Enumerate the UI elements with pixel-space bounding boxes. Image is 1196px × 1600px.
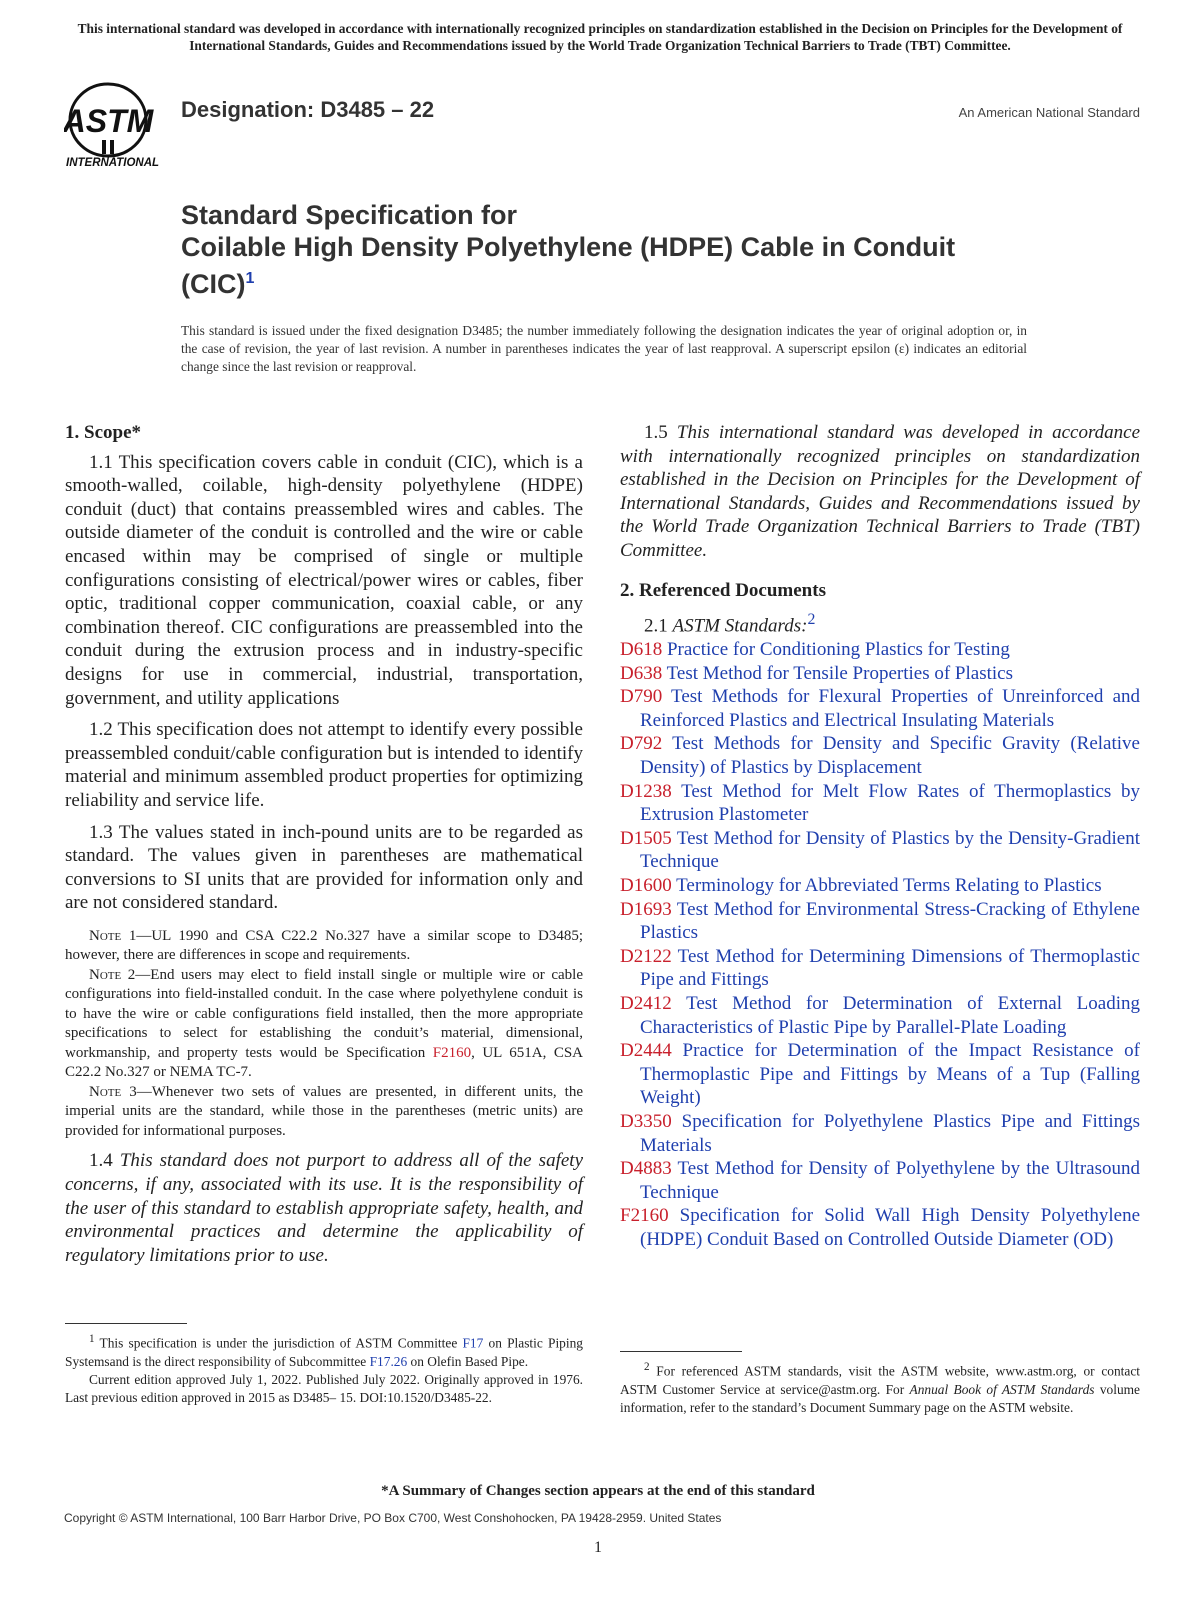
reference-title-link[interactable]: Test Method for Density of Plastics by the Density-Gradient Technique [640,827,1140,873]
reference-code-link[interactable]: D1600 [620,875,672,897]
reference-title-link[interactable]: Test Method for Determining Dimensions of Thermoplastic Pipe and Fittings [640,945,1140,991]
f17-link[interactable]: F17 [462,1335,484,1351]
note-1: Note 1—UL 1990 and CSA C22.2 No.327 have a similar scope to D3485; however, there are differences in scope and requirements. [65,927,583,964]
reference-code-link[interactable]: D618 [620,639,663,661]
reference-code-link[interactable]: F2160 [620,1205,669,1227]
reference-code-link[interactable]: D790 [620,686,663,708]
reference-code-link[interactable]: D792 [620,733,663,755]
reference-code-link[interactable]: D1238 [620,780,672,802]
note-2: Note 2—End users may elect to field install single or multiple wire or cable configurations into field-installed conduit. In the case where polyethylene conduit is to have the wire or cable configurations field installed, then the more appropriate specifications to select for establishing the conduit’s material, dimensional, workmanship, and property tests would be Specification F2160, UL 651A, CSA C22.2 No.327 or NEMA TC-7. [65,966,583,1081]
reference-title-link[interactable]: Test Method for Density of Polyethylene by the Ultrasound Technique [640,1158,1140,1203]
reference-title-link[interactable]: Test Method for Determination of External Loading Characteristics of Plastic Pipe by Parallel-Plate Loading [640,992,1140,1038]
f17-26-link[interactable]: F17.26 [369,1353,408,1369]
svg-text:ASTM: ASTM [64,103,154,139]
title-line-1: Standard Specification for [181,200,518,230]
footnote-1: $^1$ This specification is under the jurisdiction of ASTM Committee F17 on Plastic Piping Systemsand is the direct responsibility of Subcommittee F17.26 on Olefin Based Pipe. [65,1333,583,1369]
footnote-rule-left [65,1323,187,1324]
para-1-1: 1.1 This specification covers cable in conduit (CIC), which is a smooth-walled, coilable, high-density polyethylene (HDPE) conduit (duct) that contains preassembled wires and cables. The outside diameter of the conduit is controlled and the wire or cable encased within may be comprised of single or multiple configurations consisting of electrical/power wires or cables, fiber optic, traditional copper communication, coaxial cable, or any combination thereof. CIC configurations are preassembled into the conduit during the extrusion process and in industry-specific designs for use in commercial, industrial, transportation, government, and utility applications [65,451,583,709]
reference-code-link[interactable]: D1693 [620,898,672,920]
reference-title-link[interactable]: Practice for Conditioning Plastics for Testing [666,639,1010,661]
copyright: Copyright © ASTM International, 100 Barr Harbor Drive, PO Box C700, West Conshohocken, PA 19428-2959. United States [64,1511,722,1525]
para-1-4: 1.4 This standard does not purport to address all of the safety concerns, if any, associated with its use. It is the responsibility of the user of this standard to establish appropriate safety, health, and environmental practices and determine the applicability of regulatory limitations prior to use. [65,1150,583,1266]
reference-title-link[interactable]: Specification for Polyethylene Plastics Pipe and Fittings Materials [640,1110,1140,1156]
astm-logo [64,80,170,168]
document-title [181,199,1081,300]
note-3: Note 3—Whenever two sets of values are presented, in different units, the imperial units are the standard, while those in the parentheses (metric units) are provided for informational purposes. [65,1083,583,1139]
logo-text: INTERNATIONAL [66,157,160,168]
reference-title-link[interactable]: Test Methods for Flexural Properties of Unreinforced and Reinforced Plastics and Electrical Insulating Materials [640,686,1140,731]
para-1-3: 1.3 The values stated in inch-pound units are to be regarded as standard. The values given in parentheses are mathematical conversions to SI units that are provided for information only and are not considered standard. [65,821,583,914]
reference-code-link[interactable]: D2444 [620,1040,672,1062]
reference-item[interactable] [620,898,1140,945]
f2160-link[interactable]: F2160 [432,1044,472,1061]
reference-item[interactable] [620,732,1140,779]
para-1-5: 1.5 This international standard was developed in accordance with internationally recognized principles on standardization established in the Decision on Principles for the Development of International Standards, Guides and Recommendations issued by the World Trade Organization Technical Barriers to Trade (TBT) Committee. [620,422,1141,561]
reference-title-link[interactable]: Test Method for Melt Flow Rates of Thermoplastics by Extrusion Plastometer [640,780,1140,826]
title-line-2: Coilable High Density Polyethylene (HDPE) Cable in Conduit [181,232,956,262]
reference-code-link[interactable]: D638 [620,662,663,684]
footnote-2: $^2$ For referenced ASTM standards, visit the ASTM website, www.astm.org, or contact ASTM Customer Service at service@astm.org. For Annual Book of ASTM Standards volume information, refer to the standard’s Document Summary page on the ASTM website. [620,1361,1140,1415]
reference-item[interactable] [620,874,1140,898]
reference-item[interactable] [620,1039,1140,1110]
reference-title-link[interactable]: Test Method for Environmental Stress-Cracking of Ethylene Plastics [640,898,1140,944]
scope-section [65,421,583,1267]
tbt-notice: This international standard was developed in accordance with internationally recognized principles on standardization established in the Decision on Principles for the Development of International Standards, Guides and Recommendations issued by the World Trade Organization Technical Barriers to Trade (TBT) Committee. [77,21,1123,53]
reference-item[interactable] [620,685,1140,732]
scope-heading: 1. Scope* [65,422,141,443]
title-line-3: (CIC)$^1$ [181,269,255,299]
footnote-rule-right [620,1351,742,1352]
reference-item[interactable] [620,945,1140,992]
reference-title-link[interactable]: Specification for Solid Wall High Density Polyethylene (HDPE) Conduit Based on Controlled Outside Diameter (OD) [640,1205,1140,1250]
right-column [620,421,1140,1252]
reference-item[interactable] [620,638,1140,662]
reference-code-link[interactable]: D4883 [620,1158,672,1180]
astm-logo-icon [64,80,170,168]
reference-title-link[interactable]: Test Method for Tensile Properties of Plastics [666,662,1013,684]
footnotes-left [65,1330,583,1407]
reference-item[interactable] [620,992,1140,1039]
designation: Designation: D3485 – 22 [181,97,435,122]
reference-title-link[interactable]: Terminology for Abbreviated Terms Relating to Plastics [676,875,1102,897]
summary-of-changes-note: *A Summary of Changes section appears at the end of this standard [381,1483,815,1499]
reference-item[interactable] [620,780,1140,827]
reference-code-link[interactable]: D2412 [620,992,672,1014]
reference-code-link[interactable]: D1505 [620,827,672,849]
reference-item[interactable] [620,827,1140,874]
american-national-standard: An American National Standard [958,105,1140,120]
reference-item[interactable] [620,662,1140,686]
reference-title-link[interactable]: Practice for Determination of the Impact Resistance of Thermoplastic Pipe and Fittings by Means of a Tup (Falling Weight) [640,1040,1141,1109]
reference-code-link[interactable]: D2122 [620,945,672,967]
para-1-2: 1.2 This specification does not attempt to identify every possible preassembled conduit/cable configuration but is intended to identify material and minimum assembled product properties for optimizing reliability and service life. [65,719,583,811]
reference-item[interactable] [620,1110,1140,1157]
reference-item[interactable] [620,1157,1140,1204]
reference-item[interactable] [620,1204,1140,1251]
referenced-heading: 2. Referenced Documents [620,579,826,601]
reference-code-link[interactable]: D3350 [620,1110,672,1132]
footnote-1-edition: Current edition approved July 1, 2022. Published July 2022. Originally approved in 1976. Last previous edition approved in 2015 as D3485– 15. DOI:10.1520/D3485-22. [65,1371,583,1406]
title-footnote-mark[interactable]: 1 [245,270,255,287]
issued-note: This standard is issued under the fixed designation D3485; the number immediately following the designation indicates the year of original adoption or, in the case of revision, the year of last revision. A number in parentheses indicates the year of last reapproval. A superscript epsilon (ε) indicates an editorial change since the last revision or reapproval. [181,323,1027,374]
astm-standards-subhead: 2.1 ASTM Standards:$^2$ [644,611,816,637]
reference-title-link[interactable]: Test Methods for Density and Specific Gravity (Relative Density) of Plastics by Displacement [640,733,1140,779]
page-number: 1 [594,1539,602,1556]
reference-list [620,638,1140,1251]
